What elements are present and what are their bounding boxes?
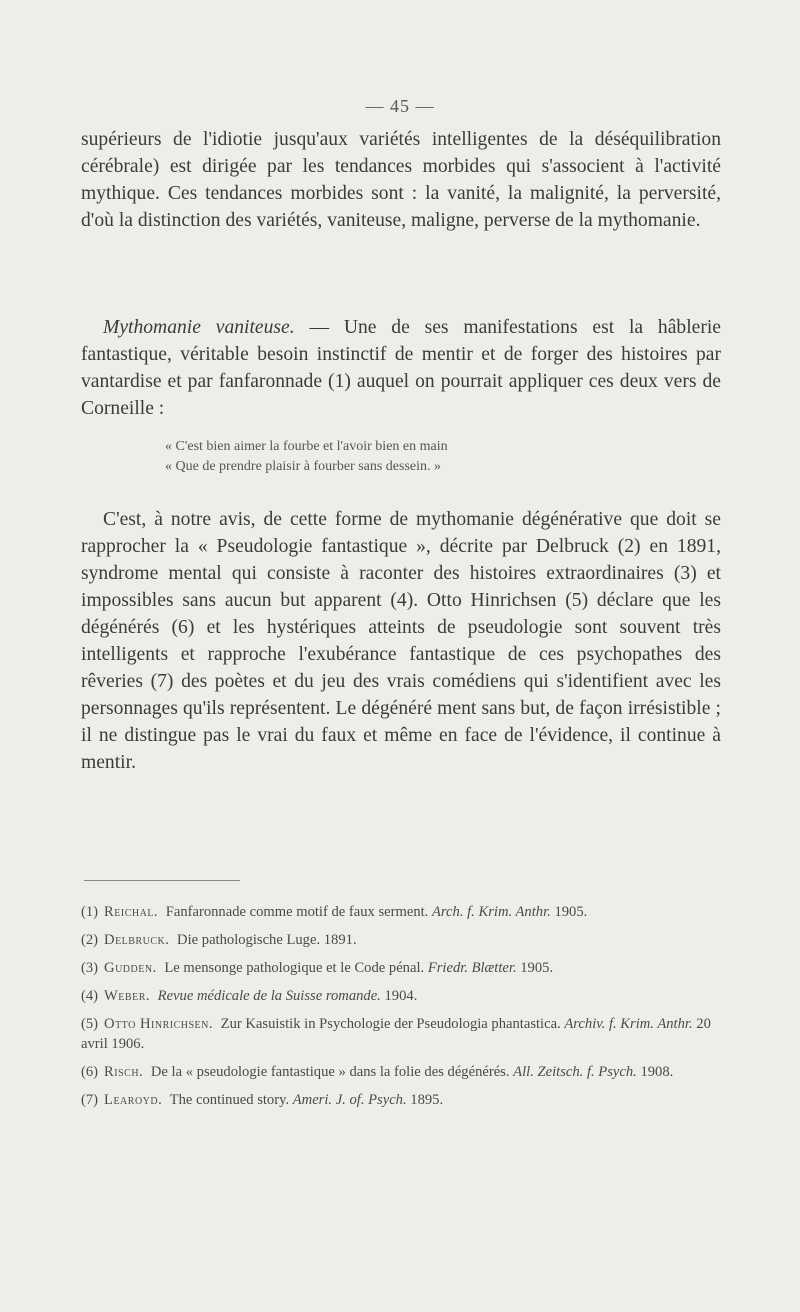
footnote: (4) Weber. Revue médicale de la Suisse romande. 1904. [81, 988, 418, 1004]
footnote: (2) Delbruck. Die pathologische Luge. 1891. [81, 932, 357, 948]
quote-line: « Que de prendre plaisir à fourber sans dessein. » [165, 459, 442, 474]
footnote: (5) Otto Hinrichsen. Zur Kasuistik in Psychologie der Pseudologia phantastica. Archiv. f. Krim. Anthr. 20 avril 1906. [81, 1016, 711, 1052]
paragraph-pseudologie [81, 506, 721, 776]
paragraph-continuation [81, 126, 721, 234]
footnote-divider [84, 880, 240, 881]
quote-line: « C'est bien aimer la fourbe et l'avoir bien en main [165, 439, 448, 454]
paragraph-text: C'est, à notre avis, de cette forme de mythomanie dégénérative que doit se rapprocher la « Pseudologie fantastique », décrite par Delbruck (2) en 1891, syndrome mental qui consiste à raconter des histoires extraordinaires (3) et impossibles sans aucun but apparent (4). Otto Hinrichsen (5) déclare que les dégénérés (6) et les hystériques atteints de pseudologie sont souvent très intelligents et rapproche l'exubérance fantastique de ces psychopathes des rêveries (7) des poètes et du jeu des vrais comédiens qui s'identifient avec les personnages qu'ils représentent. Le dégénéré ment sans but, de façon irrésistible ; il ne distingue pas le vrai du faux et même en face de l'évidence, il continue à mentir. [81, 509, 721, 773]
footnote: (1) Reichal. Fanfaronnade comme motif de faux serment. Arch. f. Krim. Anthr. 1905. [81, 904, 588, 920]
footnote: (7) Learoyd. The continued story. Ameri. J. of. Psych. 1895. [81, 1092, 444, 1108]
page-number: — 45 — [365, 96, 435, 116]
section-title: Mythomanie vaniteuse. [103, 317, 295, 338]
paragraph-text: — Une de ses manifestations est la hâblerie fantastique, véritable besoin instinctif de mentir et de forger des histoires par vantardise et par fanfaronnade (1) auquel on pourrait appliquer ces deux vers de Corneille : [81, 317, 722, 419]
footnote: (6) Risch. De la « pseudologie fantastique » dans la folie des dégénérés. All. Zeitsch. f. Psych. 1908. [81, 1064, 674, 1080]
paragraph-mythomanie-vaniteuse [81, 314, 721, 422]
paragraph-text: supérieurs de l'idiotie jusqu'aux variétés intelligentes de la déséquilibration cérébrale) est dirigée par les tendances morbides qui s'associent à l'activité mythique. Ces tendances morbides sont : la vanité, la malignité, la perversité, d'où la distinction des variétés, vaniteuse, maligne, perverse de la mythomanie. [81, 129, 721, 231]
corneille-quote [165, 437, 725, 477]
footnote: (3) Gudden. Le mensonge pathologique et le Code pénal. Friedr. Blætter. 1905. [81, 960, 554, 976]
footnotes [81, 902, 721, 1118]
